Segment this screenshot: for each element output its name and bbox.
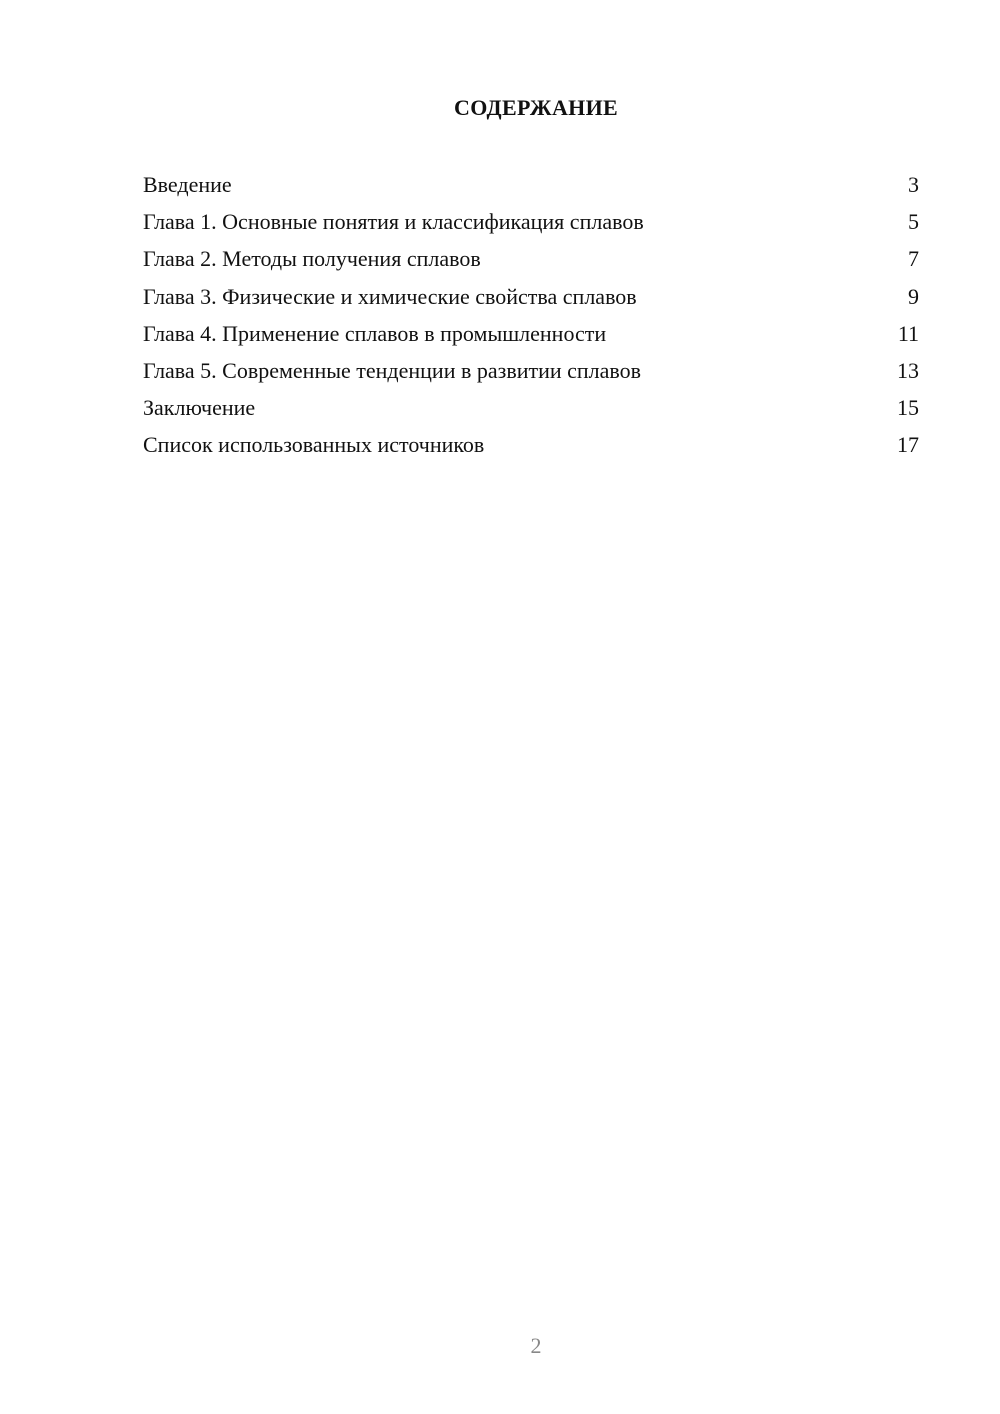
page-number: 2 [530,1333,542,1358]
toc-entry-chapter-2 [143,244,919,281]
toc-entry-title: Глава 5. Современные тенденции в развитии сплавов [143,357,642,383]
toc-entry-page: 13 [897,357,919,383]
toc-entry-conclusion [143,393,919,430]
toc-entry-chapter-5 [143,356,919,393]
toc-entry-title: Заключение [143,395,256,421]
toc-entry-chapter-3 [143,282,919,319]
toc-entry-page: 15 [897,395,919,421]
toc-entry-title: Глава 4. Применение сплавов в промышленности [143,320,607,346]
toc-entry-introduction [143,170,919,207]
toc-entry-page: 9 [908,283,919,309]
toc-entry-page: 5 [908,209,919,235]
toc-entry-references [143,430,919,467]
toc-entry-title: Введение [143,172,232,197]
toc-entry-title: Список использованных источников [143,432,485,458]
toc-entry-title: Глава 2. Методы получения сплавов [143,246,481,272]
toc-entry-page: 17 [897,432,919,458]
toc-entry-title: Глава 1. Основные понятия и классификация сплавов [143,209,644,235]
toc-entry-page: 11 [897,320,919,346]
table-of-contents [143,170,919,468]
page-title: СОДЕРЖАНИЕ [454,95,618,120]
toc-entry-page: 3 [908,172,919,197]
toc-entry-chapter-1 [143,207,919,244]
toc-entry-page: 7 [908,246,919,272]
toc-entry-title: Глава 3. Физические и химические свойства сплавов [143,283,637,309]
toc-entry-chapter-4 [143,319,919,356]
